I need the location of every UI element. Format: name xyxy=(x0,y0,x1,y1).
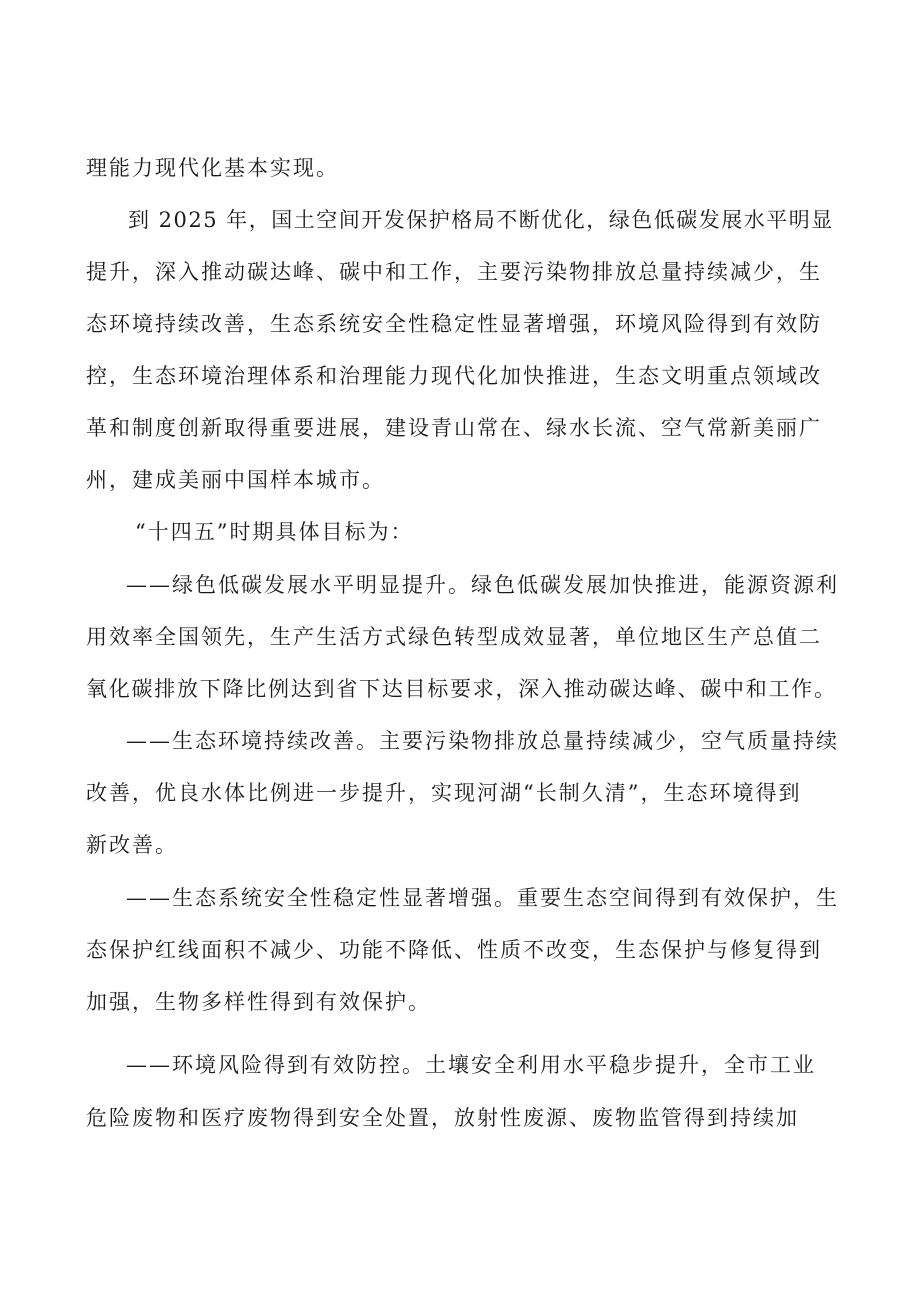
text-line: 革和制度创新取得重要进展，建设青山常在、绿水长流、空气常新美丽广 xyxy=(86,416,822,440)
text-line: 州，建成美丽中国样本城市。 xyxy=(86,468,385,492)
text-line: 加强，生物多样性得到有效保护。 xyxy=(86,990,431,1014)
text-line: 氧化碳排放下降比例达到省下达目标要求，深入推动碳达峰、碳中和工作。 xyxy=(86,677,837,701)
text-line: 态环境持续改善，生态系统安全性稳定性显著增强，环境风险得到有效防 xyxy=(86,312,822,336)
text-line: ——环境风险得到有效防控。土壤安全利用水平稳步提升，全市工业 xyxy=(126,1053,816,1077)
text-line: 理能力现代化基本实现。 xyxy=(86,156,339,180)
text-line: 到 2025 年，国土空间开发保护格局不断优化，绿色低碳发展水平明显 xyxy=(128,208,834,232)
text-line: 提升，深入推动碳达峰、碳中和工作，主要污染物排放总量持续减少，生 xyxy=(86,260,822,284)
text-line: “十四五”时期具体目标为： xyxy=(135,520,414,544)
text-line: ——绿色低碳发展水平明显提升。绿色低碳发展加快推进，能源资源利 xyxy=(126,573,839,597)
text-line: 新改善。 xyxy=(86,833,178,857)
text-line: 用效率全国领先，生产生活方式绿色转型成效显著，单位地区生产总值二 xyxy=(86,625,822,649)
text-line: 改善，优良水体比例进一步提升，实现河湖“长制久清”，生态环境得到 xyxy=(86,781,802,805)
text-line: ——生态环境持续改善。主要污染物排放总量持续减少，空气质量持续 xyxy=(126,729,839,753)
text-line: 危险废物和医疗废物得到安全处置，放射性废源、废物监管得到持续加 xyxy=(86,1106,799,1130)
text-line: ——生态系统安全性稳定性显著增强。重要生态空间得到有效保护，生 xyxy=(126,886,839,910)
text-line: 态保护红线面积不减少、功能不降低、性质不改变，生态保护与修复得到 xyxy=(86,938,822,962)
text-line: 控，生态环境治理体系和治理能力现代化加快推进，生态文明重点领域改 xyxy=(86,364,822,388)
